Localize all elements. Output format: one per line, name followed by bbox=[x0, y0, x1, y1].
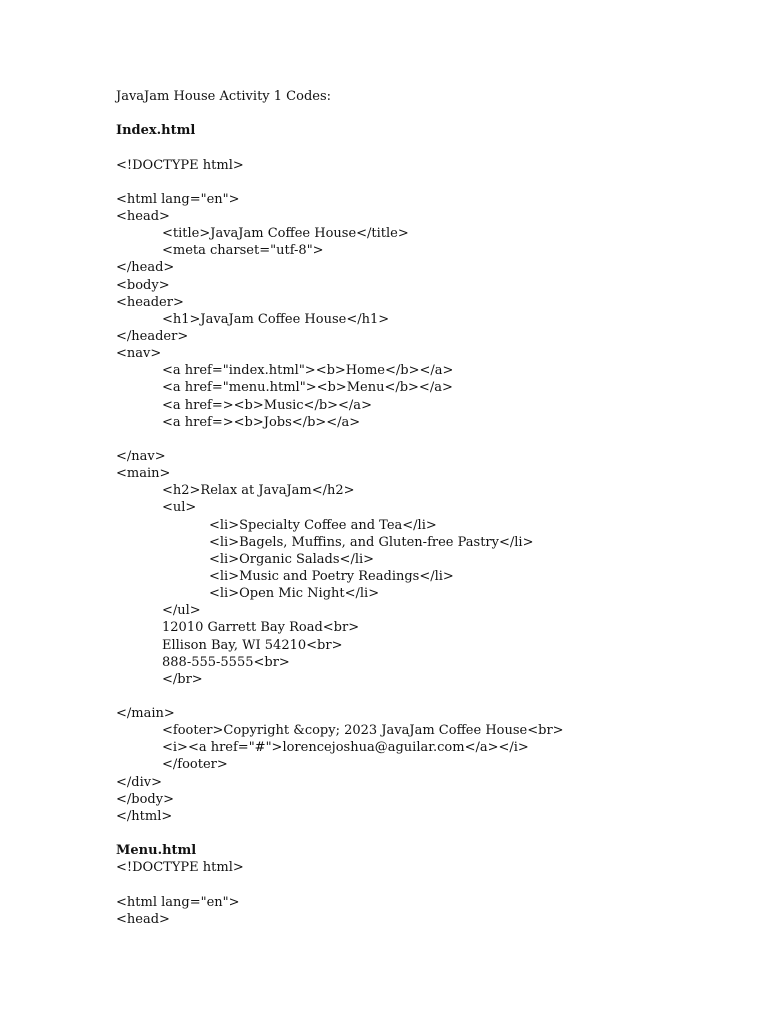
code-line: <li>Bagels, Muffins, and Gluten-free Pastry</li> bbox=[209, 534, 534, 550]
code-line: <!DOCTYPE html> bbox=[116, 157, 244, 173]
spacer bbox=[116, 688, 756, 705]
code-line: <a href="index.html"><b>Home</b></a> bbox=[162, 363, 454, 379]
code-line: <h1>JavaJam Coffee House</h1> bbox=[162, 311, 390, 327]
code-line: <a href="menu.html"><b>Menu</b></a> bbox=[162, 380, 453, 396]
code-line: </ul> bbox=[162, 603, 201, 619]
code-line: </main> bbox=[116, 706, 175, 722]
code-line: </br> bbox=[162, 671, 203, 687]
code-line: <ul> bbox=[162, 500, 197, 516]
code-line: <i><a href="#">lorencejoshua@aguilar.com</a></i> bbox=[162, 740, 529, 756]
code-line: <meta charset="utf-8"> bbox=[162, 243, 324, 259]
spacer bbox=[116, 174, 756, 191]
code-line: <head> bbox=[116, 208, 170, 224]
spacer bbox=[116, 431, 756, 448]
spacer bbox=[116, 105, 756, 122]
code-line: <li>Music and Poetry Readings</li> bbox=[209, 568, 454, 584]
code-line: <li>Specialty Coffee and Tea</li> bbox=[209, 517, 437, 533]
code-line: <main> bbox=[116, 466, 171, 482]
code-line: <head> bbox=[116, 911, 170, 927]
code-line: <!DOCTYPE html> bbox=[116, 860, 244, 876]
code-line: </body> bbox=[116, 791, 174, 807]
code-line: <title>JavaJam Coffee House</title> bbox=[162, 226, 409, 242]
code-line: <body> bbox=[116, 277, 170, 293]
code-line: </footer> bbox=[162, 757, 228, 773]
code-line: <li>Organic Salads</li> bbox=[209, 551, 375, 567]
code-line: </header> bbox=[116, 328, 189, 344]
code-line: 888-555-5555<br> bbox=[162, 654, 290, 670]
code-line: <footer>Copyright &copy; 2023 JavaJam Coffee House<br> bbox=[162, 723, 564, 739]
code-line: <a href=><b>Jobs</b></a> bbox=[162, 414, 361, 430]
code-line: Ellison Bay, WI 54210<br> bbox=[162, 637, 343, 653]
code-line: <html lang="en"> bbox=[116, 191, 240, 207]
code-line: </div> bbox=[116, 774, 162, 790]
spacer bbox=[116, 825, 756, 842]
code-line: <li>Open Mic Night</li> bbox=[209, 586, 380, 602]
code-line: <a href=><b>Music</b></a> bbox=[162, 397, 372, 413]
spacer bbox=[116, 876, 756, 893]
code-line: </nav> bbox=[116, 448, 166, 464]
spacer bbox=[116, 139, 756, 156]
document-body bbox=[116, 88, 756, 928]
menu-heading: Menu.html bbox=[116, 843, 197, 859]
code-line: <header> bbox=[116, 294, 184, 310]
code-line: <html lang="en"> bbox=[116, 894, 240, 910]
code-line: <h2>Relax at JavaJam</h2> bbox=[162, 483, 355, 499]
intro-text: JavaJam House Activity 1 Codes: bbox=[116, 89, 332, 104]
index-heading: Index.html bbox=[116, 123, 196, 139]
code-line: </html> bbox=[116, 808, 173, 824]
code-line: <nav> bbox=[116, 346, 162, 362]
code-line: 12010 Garrett Bay Road<br> bbox=[162, 620, 360, 636]
code-line: </head> bbox=[116, 260, 175, 276]
